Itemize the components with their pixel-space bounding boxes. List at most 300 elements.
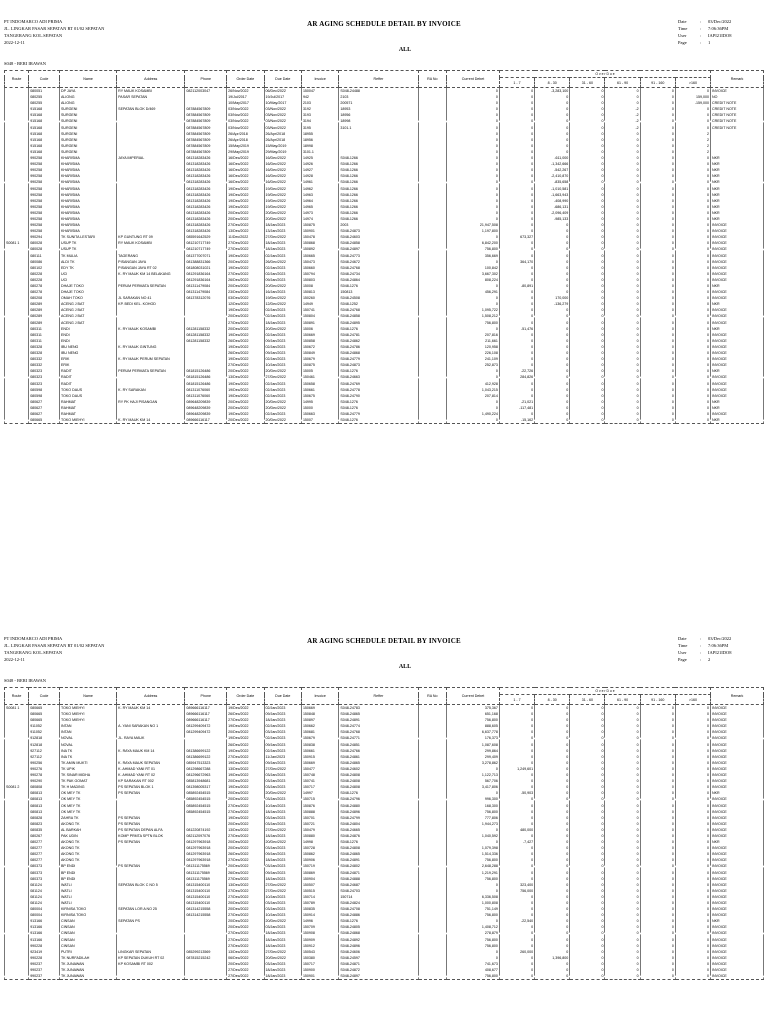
cell-due: 13/Jan/2023 <box>264 228 301 234</box>
cell-code: 915168 <box>29 137 60 143</box>
cell-due: 03/Nov/2022 <box>264 106 301 112</box>
cell-address: K. RY MAUK KM 14 BELAKANG <box>117 271 185 277</box>
cell-cur: 0 <box>447 259 500 265</box>
cell-due: 29/May/2019 <box>264 149 301 155</box>
cell-invoice: 14964 <box>301 198 338 204</box>
cell-invoice: 150380 <box>301 955 338 961</box>
column-header-a6: >160 <box>675 695 710 705</box>
cell-cur: 756,800 <box>447 876 500 882</box>
cell-a5: 0 <box>640 259 675 265</box>
cell-a2: 0 <box>535 387 570 393</box>
cell-cur: 996,300 <box>447 796 500 802</box>
table-row <box>5 705 764 712</box>
cell-refno: S048-1276 <box>339 283 418 289</box>
meta-value: 7:06:36PM <box>708 26 729 31</box>
cell-a1: 284,826 <box>499 374 534 380</box>
cell-remark: INVOICE <box>711 803 764 809</box>
cell-code: 080813 <box>29 790 60 796</box>
column-header-due: Due Date <box>264 688 301 705</box>
cell-a1: 0 <box>499 803 534 809</box>
cell-cur: 756,800 <box>447 937 500 943</box>
cell-a2: 0 <box>535 711 570 717</box>
cell-order: 19/Dec/2022 <box>227 723 264 729</box>
cell-cur: 6,637,778 <box>447 729 500 735</box>
cell-remark: INVOICE <box>711 228 764 234</box>
cell-remark: INVOICE <box>711 271 764 277</box>
cell-a6: 0 <box>675 222 710 228</box>
cell-a4: -2 <box>605 112 640 118</box>
cell-name: KHARISMA <box>59 222 116 228</box>
cell-refno: S048-24786 <box>339 344 418 350</box>
cell-due: 18/Jan/2023 <box>264 809 301 815</box>
cell-address: K. RAYA MAUK SEPATAN <box>117 760 185 766</box>
cell-code: 915168 <box>29 106 60 112</box>
cell-due: 27/Dec/2022 <box>264 234 301 240</box>
cell-a1: 0 <box>499 735 534 741</box>
cell-a2: 0 <box>535 399 570 405</box>
cell-a3: 0 <box>570 411 605 417</box>
cell-a1: -117,481 <box>499 405 534 411</box>
cell-phone: 081296672963 <box>185 772 227 778</box>
cell-code: 080311 <box>29 326 60 332</box>
cell-a5: 0 <box>640 179 675 185</box>
cell-a2: 0 <box>535 760 570 766</box>
cell-code: 080328 <box>29 350 60 356</box>
cell-phone: 081297963918 <box>185 845 227 851</box>
cell-a1: 0 <box>499 961 534 967</box>
cell-order: 19/Dec/2022 <box>227 381 264 387</box>
cell-order: 20/Dec/2022 <box>227 216 264 222</box>
cell-address: K. RY MAUK PERUM SEPATAN <box>117 356 185 362</box>
cell-phone: 089666116117 <box>185 417 227 424</box>
cell-phone: 081318283426 <box>185 228 227 234</box>
cell-a4: 0 <box>605 790 640 796</box>
cell-order: 26/Dec/2022 <box>227 711 264 717</box>
cell-a3: 0 <box>570 246 605 252</box>
cell-order: 19/Dec/2022 <box>227 356 264 362</box>
cell-a4: 0 <box>605 411 640 417</box>
cell-invoice: 150515 <box>301 888 338 894</box>
cell-order: 03/Nov/2022 <box>227 118 264 124</box>
column-header-a2: 8 - 30 <box>535 695 570 705</box>
cell-refno: S048-24891 <box>339 857 418 863</box>
page-gap <box>0 587 768 617</box>
cell-phone: 081318283426 <box>185 210 227 216</box>
cell-a5: 0 <box>640 912 675 918</box>
cell-remark: INVOICE <box>711 332 764 338</box>
cell-remark: INVOICE <box>711 717 764 723</box>
cell-order: 20/Dec/2022 <box>227 900 264 906</box>
cell-phone: 081815126486 <box>185 381 227 387</box>
cell-name: OK MEY TK <box>59 809 116 815</box>
cell-a6: 0 <box>675 313 710 319</box>
cell-code: 927112 <box>29 748 60 754</box>
cell-refno: S048-24876 <box>339 833 418 839</box>
column-header-order: Order Date <box>227 688 264 705</box>
cell-a4: 0 <box>605 192 640 198</box>
report-title: AR AGING SCHEDULE DETAIL BY INVOICE <box>307 20 461 28</box>
column-header-a1: 1 - 7 <box>499 78 534 88</box>
cell-a3: 0 <box>570 320 605 326</box>
cell-cur: 0 <box>447 143 500 149</box>
cell-order: 16/Dec/2022 <box>227 179 264 185</box>
cell-a5: 0 <box>640 833 675 839</box>
cell-cur: 1,079,398 <box>447 845 500 851</box>
cell-invoice: 14925 <box>301 155 338 161</box>
cell-a3: 0 <box>570 772 605 778</box>
report-title: AR AGING SCHEDULE DETAIL BY INVOICE <box>307 637 461 645</box>
cell-phone: 081311175569 <box>185 876 227 882</box>
cell-refno: S048-24708 <box>339 906 418 912</box>
cell-a5: 0 <box>640 381 675 387</box>
cell-invoice: 150858 <box>301 338 338 344</box>
cell-order: 26/Dec/2022 <box>227 277 264 283</box>
cell-a2: 0 <box>535 888 570 894</box>
cell-a1: 0 <box>499 863 534 869</box>
cell-order: 27/Dec/2022 <box>227 876 264 882</box>
cell-cur: 0 <box>447 149 500 155</box>
cell-invoice: 150679 <box>301 356 338 362</box>
cell-code: 913166 <box>29 930 60 936</box>
cell-a6: 0 <box>675 717 710 723</box>
cell-phone: 081210717749 <box>185 246 227 252</box>
cell-name: OK MEY TK <box>59 803 116 809</box>
cell-a6: 0 <box>675 723 710 729</box>
cell-code: 080665 <box>29 705 60 712</box>
cell-a5: 0 <box>640 717 675 723</box>
cell-refno: 2103 <box>339 94 418 100</box>
cell-code: 990258 <box>29 179 60 185</box>
cell-remark: INVOICE <box>711 735 764 741</box>
cell-a2: 0 <box>535 94 570 100</box>
cell-refno: 150813 <box>339 289 418 295</box>
cell-invoice: 150709 <box>301 924 338 930</box>
cell-a1: 0 <box>499 216 534 222</box>
cell-due: 18/Jan/2023 <box>264 320 301 326</box>
cell-a4: 0 <box>605 137 640 143</box>
cell-a6: 0 <box>675 228 710 234</box>
cell-cur: 0 <box>447 283 500 289</box>
cell-a6: 0 <box>675 393 710 399</box>
cell-due: 20/Dec/2022 <box>264 216 301 222</box>
cell-a5: 0 <box>640 338 675 344</box>
meta-label: Page <box>678 40 687 45</box>
cell-a1: 0 <box>499 204 534 210</box>
cell-code: 080267 <box>29 833 60 839</box>
cell-cur: 0 <box>447 295 500 301</box>
cell-invoice: 18998 <box>301 143 338 149</box>
report-meta: Date : 03/Dec/2022 Time : 7:06:36PM User : IAPI21IDO8 Page : 1 <box>678 19 732 45</box>
cell-due: 27/Dec/2022 <box>264 766 301 772</box>
cell-address: K. AHMAD YANI RT 01 <box>117 766 185 772</box>
cell-a3: 0 <box>570 870 605 876</box>
cell-cur: 0 <box>447 198 500 204</box>
cell-phone: 081297963918 <box>185 839 227 845</box>
column-header-invoice: Invoice <box>301 71 338 88</box>
cell-due: 09/Jan/2023 <box>264 338 301 344</box>
cell-a2: 0 <box>535 882 570 888</box>
cell-remark: INVOICE <box>711 307 764 313</box>
cell-remark: INVOICE <box>711 851 764 857</box>
cell-a6: 0 <box>675 271 710 277</box>
cell-code: 990258 <box>29 167 60 173</box>
cell-cur: 3,278,862 <box>447 760 500 766</box>
cell-name: AKONG TK <box>59 839 116 845</box>
cell-remark: NKR <box>711 301 764 307</box>
cell-code: 990258 <box>29 228 60 234</box>
cell-order: 26/Dec/2022 <box>227 742 264 748</box>
cell-code: 080813 <box>29 809 60 815</box>
cell-a4: 0 <box>605 246 640 252</box>
cell-remark: INVOICE <box>711 295 764 301</box>
cell-route: S0081 1 <box>5 240 29 246</box>
cell-a4: 0 <box>605 399 640 405</box>
cell-a5: 0 <box>640 876 675 882</box>
cell-refno: S048-1266 <box>339 192 418 198</box>
meta-label: Time <box>678 643 688 648</box>
cell-a3: 0 <box>570 705 605 712</box>
company-city: TANGERANG KOL.SEPATAN <box>4 650 63 655</box>
cell-code: 081124 <box>29 894 60 900</box>
cell-a5: 0 <box>640 900 675 906</box>
cell-due: 10/Jan/2023 <box>264 912 301 918</box>
cell-a4: 0 <box>605 149 640 155</box>
cell-invoice: 150728 <box>301 845 338 851</box>
cell-a5: 0 <box>640 301 675 307</box>
cell-a6: 0 <box>675 173 710 179</box>
cell-refno: 18953 <box>339 106 418 112</box>
cell-code: 080813 <box>29 803 60 809</box>
cell-a2: 0 <box>535 259 570 265</box>
cell-cur: 0 <box>447 234 500 240</box>
cell-a1: 0 <box>499 210 534 216</box>
cell-refno: S048-24606 <box>339 949 418 955</box>
cell-a2: -1,342,666 <box>535 161 570 167</box>
cell-code: 990258 <box>29 161 60 167</box>
cell-a1: 0 <box>499 955 534 961</box>
cell-a2: 0 <box>535 417 570 424</box>
cell-a1: 0 <box>499 411 534 417</box>
cell-refno: S048-24897 <box>339 246 418 252</box>
cell-due: 02/Jan/2023 <box>264 411 301 417</box>
cell-a3: 0 <box>570 173 605 179</box>
cell-a5: 0 <box>640 845 675 851</box>
cell-name: RAHMAT <box>59 411 116 417</box>
cell-code: 081124 <box>29 882 60 888</box>
cell-remark: NKR <box>711 918 764 924</box>
cell-a5: 0 <box>640 368 675 374</box>
cell-code: 080051 <box>29 88 60 95</box>
cell-invoice: 150876 <box>301 803 338 809</box>
cell-a6: 0 <box>675 949 710 955</box>
cell-a4: 0 <box>605 711 640 717</box>
column-header-phone: Phone <box>185 71 227 88</box>
cell-a1: 0 <box>499 760 534 766</box>
cell-due: 03/Jan/2023 <box>264 906 301 912</box>
cell-a1: 0 <box>499 301 534 307</box>
cell-a4: 0 <box>605 393 640 399</box>
cell-a5: 0 <box>640 711 675 717</box>
cell-a4: 0 <box>605 821 640 827</box>
cell-code: 081124 <box>29 900 60 906</box>
cell-a1: 0 <box>499 912 534 918</box>
cell-cur: 0 <box>447 155 500 161</box>
cell-order: 20/Dec/2022 <box>227 839 264 845</box>
cell-a1: -7,427 <box>499 839 534 845</box>
cell-remark: INVOICE <box>711 900 764 906</box>
cell-a2: 0 <box>535 356 570 362</box>
cell-refno: S048-24783 <box>339 705 418 712</box>
cell-a4: 0 <box>605 796 640 802</box>
cell-a4: 0 <box>605 179 640 185</box>
cell-a3: 0 <box>570 301 605 307</box>
cell-phone: 089666116117 <box>185 711 227 717</box>
cell-cur: 241,109 <box>447 356 500 362</box>
cell-code: 990258 <box>29 210 60 216</box>
cell-order: 19/Dec/2022 <box>227 253 264 259</box>
cell-remark: INVOICE <box>711 967 764 973</box>
cell-name: TOKO MIEHYI <box>59 717 116 723</box>
cell-remark: INVOICE <box>711 350 764 356</box>
cell-a3: 0 <box>570 307 605 313</box>
cell-a3: 0 <box>570 766 605 772</box>
cell-a2: 0 <box>535 313 570 319</box>
cell-order: 27/Dec/2022 <box>227 930 264 936</box>
cell-address: SEPATAN LOR A NO 25 <box>117 906 185 912</box>
cell-refno: S048-1276 <box>339 326 418 332</box>
cell-due: 18/Jan/2023 <box>264 833 301 839</box>
cell-a2: 0 <box>535 827 570 833</box>
cell-a2: -835,658 <box>535 179 570 185</box>
cell-a6: 0 <box>675 381 710 387</box>
cell-refno: S048-24824 <box>339 900 418 906</box>
cell-a2: -408,990 <box>535 198 570 204</box>
cell-phone: 081318283426 <box>185 216 227 222</box>
cell-due: 20/Dec/2022 <box>264 839 301 845</box>
cell-invoice: 150862 <box>301 851 338 857</box>
cell-cur: 0 <box>447 179 500 185</box>
cell-remark: INVOICE <box>711 949 764 955</box>
cell-order: 26/Dec/2022 <box>227 870 264 876</box>
cell-remark: INVOICE <box>711 289 764 295</box>
cell-refno: S048-24865 <box>339 760 418 766</box>
cell-due: 18/Jan/2023 <box>264 717 301 723</box>
cell-cur: 0 <box>447 131 500 137</box>
cell-name: KHARISMA <box>59 210 116 216</box>
cell-phone: 081314215558 <box>185 912 227 918</box>
cell-remark: INVOICE <box>711 827 764 833</box>
cell-name: KHARISMA <box>59 179 116 185</box>
cell-address: PS SEPATAN DEPAN ALFA <box>117 827 185 833</box>
cell-a4: 0 <box>605 863 640 869</box>
cell-due: 03/Jan/2023 <box>264 784 301 790</box>
cell-a6: 0 <box>675 307 710 313</box>
cell-a2: 0 <box>535 271 570 277</box>
cell-phone: 087884567809 <box>185 143 227 149</box>
cell-a1: 0 <box>499 118 534 124</box>
cell-a6: 0 <box>675 967 710 973</box>
cell-a3: 0 <box>570 405 605 411</box>
cell-a5: 0 <box>640 827 675 833</box>
cell-a6: 0 <box>675 943 710 949</box>
cell-invoice: 150901 <box>301 228 338 234</box>
cell-name: KHARISMA <box>59 192 116 198</box>
cell-code: 080627 <box>29 405 60 411</box>
cell-a2: 0 <box>535 338 570 344</box>
cell-due: 18/Jan/2023 <box>264 857 301 863</box>
cell-due: 26/Apr/2018 <box>264 131 301 137</box>
cell-remark: INVOICE <box>711 381 764 387</box>
cell-order: 10/May/2017 <box>227 100 264 106</box>
cell-invoice: 150813 <box>301 289 338 295</box>
column-header-a4: 61 - 90 <box>605 78 640 88</box>
cell-due: 03/Jan/2023 <box>264 796 301 802</box>
cell-a1: 0 <box>499 900 534 906</box>
cell-address: PERUM PERMATA SEPATAN <box>117 368 185 374</box>
column-group-overdue: O v e r D u e <box>499 688 710 695</box>
cell-due: 03/Nov/2022 <box>264 125 301 131</box>
cell-code: 990228 <box>29 943 60 949</box>
cell-cur: 1,219,291 <box>447 870 500 876</box>
cell-a6: 0 <box>675 332 710 338</box>
cell-remark: INVOICE <box>711 888 764 894</box>
cell-code: 990258 <box>29 186 60 192</box>
cell-a5: 0 <box>640 417 675 424</box>
cell-a3: 0 <box>570 863 605 869</box>
cell-code: 990237 <box>29 961 60 967</box>
cell-refno: S048-24858 <box>339 313 418 319</box>
cell-a2: 0 <box>535 222 570 228</box>
cell-a4: 0 <box>605 772 640 778</box>
cell-name: PAK UDIN <box>59 833 116 839</box>
cell-a6: 0 <box>675 882 710 888</box>
cell-phone: 085892454515 <box>185 809 227 815</box>
cell-due: 03/Jan/2023 <box>264 778 301 784</box>
cell-remark: NKR <box>711 204 764 210</box>
cell-a4: 0 <box>605 949 640 955</box>
meta-label: Date <box>678 636 687 641</box>
cell-a1: 0 <box>499 344 534 350</box>
cell-code: 912818 <box>29 735 60 741</box>
cell-address: SEPATAN BLOK C NO 5 <box>117 882 185 888</box>
cell-due: 02/Jan/2023 <box>264 723 301 729</box>
cell-a3: 0 <box>570 803 605 809</box>
cell-phone: 081281158332 <box>185 326 227 332</box>
cell-refno: S048-24488 <box>339 88 418 95</box>
cell-name: IBU NENG <box>59 344 116 350</box>
cell-code: 990258 <box>29 198 60 204</box>
cell-order: 27/Dec/2022 <box>227 967 264 973</box>
cell-a6: 0 <box>675 870 710 876</box>
cell-a6: 0 <box>675 192 710 198</box>
cell-due: 03/Jan/2023 <box>264 845 301 851</box>
cell-code: 923419 <box>29 949 60 955</box>
cell-name: UCI <box>59 277 116 283</box>
cell-refno: S048-24871 <box>339 961 418 967</box>
cell-address: PS SEPATAN <box>117 815 185 821</box>
cell-remark: NKR <box>711 167 764 173</box>
cell-a4: 0 <box>605 405 640 411</box>
cell-name: BP ENDI <box>59 863 116 869</box>
cell-a2: 0 <box>535 748 570 754</box>
cell-invoice: 14927 <box>301 167 338 173</box>
cell-a3: 0 <box>570 100 605 106</box>
cell-a4: 0 <box>605 277 640 283</box>
cell-name: ALIONG <box>59 94 116 100</box>
cell-a5: 0 <box>640 313 675 319</box>
cell-a6: 0 <box>675 955 710 961</box>
cell-cur: 3,417,806 <box>447 784 500 790</box>
